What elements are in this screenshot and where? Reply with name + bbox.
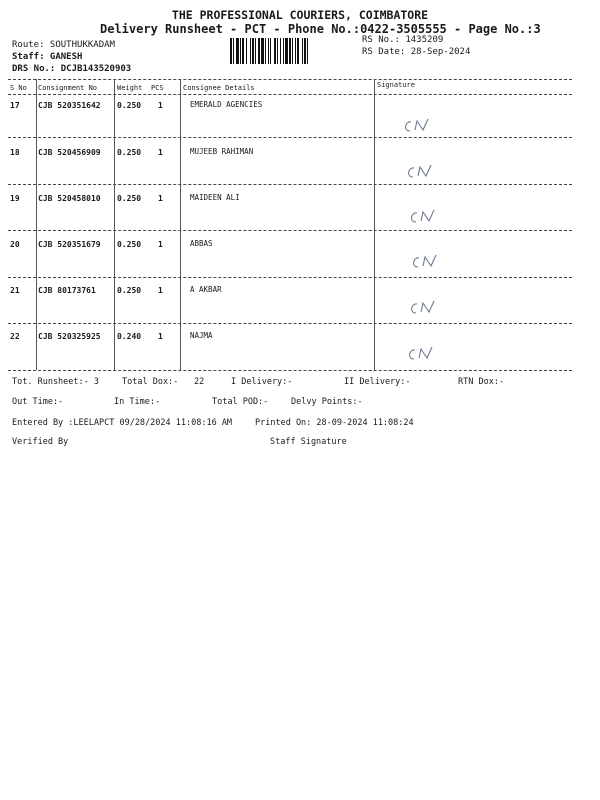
row-pcs: 1 <box>158 332 163 341</box>
signature-mark <box>406 345 440 363</box>
row-sno: 18 <box>10 148 20 157</box>
row-consignment: CJB 520458010 <box>38 194 101 203</box>
row-divider <box>8 277 572 278</box>
company-name: THE PROFESSIONAL COURIERS, COIMBATORE <box>171 8 429 22</box>
row-weight: 0.250 <box>117 240 142 249</box>
row-consignee: NAJMA <box>190 331 213 340</box>
runsheet-subtitle: Delivery Runsheet - PCT - Phone No.:0422-3505555 - Page No.:3 <box>100 22 541 36</box>
row-pcs: 1 <box>158 148 163 157</box>
row-consignee: EMERALD AGENCIES <box>190 100 263 109</box>
column-rule <box>374 79 375 370</box>
row-consignee: A AKBAR <box>190 285 222 294</box>
row-sno: 17 <box>10 101 20 110</box>
row-pcs: 1 <box>158 286 163 295</box>
row-consignment: CJB 520351679 <box>38 240 101 249</box>
row-weight: 0.240 <box>117 332 142 341</box>
route-label: Route: SOUTHUKKADAM <box>12 40 115 50</box>
row-pcs: 1 <box>158 101 163 110</box>
rtn-dox: RTN Dox:- <box>458 377 505 387</box>
row-consignment: CJB 520456909 <box>38 148 101 157</box>
column-rule <box>114 79 115 370</box>
row-sno: 20 <box>10 240 20 249</box>
column-header-weight: Weight <box>117 84 143 92</box>
row-consignee: MUJEEB RAHIMAN <box>190 147 254 156</box>
signature-mark <box>410 253 444 271</box>
ii-delivery: II Delivery:- <box>344 377 411 387</box>
rs-number: RS No.: 1435209 <box>362 35 444 45</box>
table-top-rule <box>8 79 572 80</box>
row-pcs: 1 <box>158 240 163 249</box>
row-consignment: CJB 80173761 <box>38 286 96 295</box>
column-header-pcs: PCS <box>151 84 164 92</box>
staff-label: Staff: GANESH <box>12 52 83 62</box>
verified-by: Verified By <box>12 437 69 447</box>
row-sno: 21 <box>10 286 20 295</box>
row-divider <box>8 137 572 138</box>
row-pcs: 1 <box>158 194 163 203</box>
signature-mark <box>405 163 439 181</box>
total-dox-label: Total Dox:- <box>122 377 179 387</box>
row-weight: 0.250 <box>117 194 142 203</box>
delivery-points: Delvy Points:- <box>291 397 363 407</box>
column-header-consignment: Consignment No <box>38 84 98 92</box>
entered-by: Entered By :LEELAPCT 09/28/2024 11:08:16 AM <box>12 418 233 428</box>
column-header-consignee: Consignee Details <box>183 84 255 92</box>
i-delivery: I Delivery:- <box>231 377 293 387</box>
printed-on: Printed On: 28-09-2024 11:08:24 <box>255 418 414 428</box>
row-consignment: CJB 520325925 <box>38 332 101 341</box>
signature-mark <box>402 117 436 135</box>
row-divider <box>8 323 572 324</box>
row-divider <box>8 230 572 231</box>
row-weight: 0.250 <box>117 101 142 110</box>
row-sno: 22 <box>10 332 20 341</box>
signature-mark <box>408 299 442 317</box>
in-time: In Time:- <box>114 397 161 407</box>
row-consignee: MAIDEEN ALI <box>190 193 240 202</box>
table-header-rule <box>8 94 572 95</box>
row-weight: 0.250 <box>117 286 142 295</box>
rs-date: RS Date: 28-Sep-2024 <box>362 47 471 57</box>
total-runsheet: Tot. Runsheet:- 3 <box>12 377 99 387</box>
column-header-sno: S No <box>10 84 27 92</box>
drs-number: DRS No.: DCJB143520903 <box>12 64 132 74</box>
row-consignee: ABBAS <box>190 239 213 248</box>
row-divider <box>8 184 572 185</box>
signature-mark <box>408 208 442 226</box>
barcode <box>230 38 355 64</box>
row-sno: 19 <box>10 194 20 203</box>
table-bottom-rule <box>8 370 572 371</box>
column-rule <box>180 79 181 370</box>
row-consignment: CJB 520351642 <box>38 101 101 110</box>
column-header-signature: Signature <box>377 81 415 89</box>
out-time: Out Time:- <box>12 397 64 407</box>
row-weight: 0.250 <box>117 148 142 157</box>
staff-signature: Staff Signature <box>270 437 347 447</box>
total-pod: Total POD:- <box>212 397 269 407</box>
column-rule <box>36 79 37 370</box>
total-dox-value: 22 <box>194 377 205 387</box>
